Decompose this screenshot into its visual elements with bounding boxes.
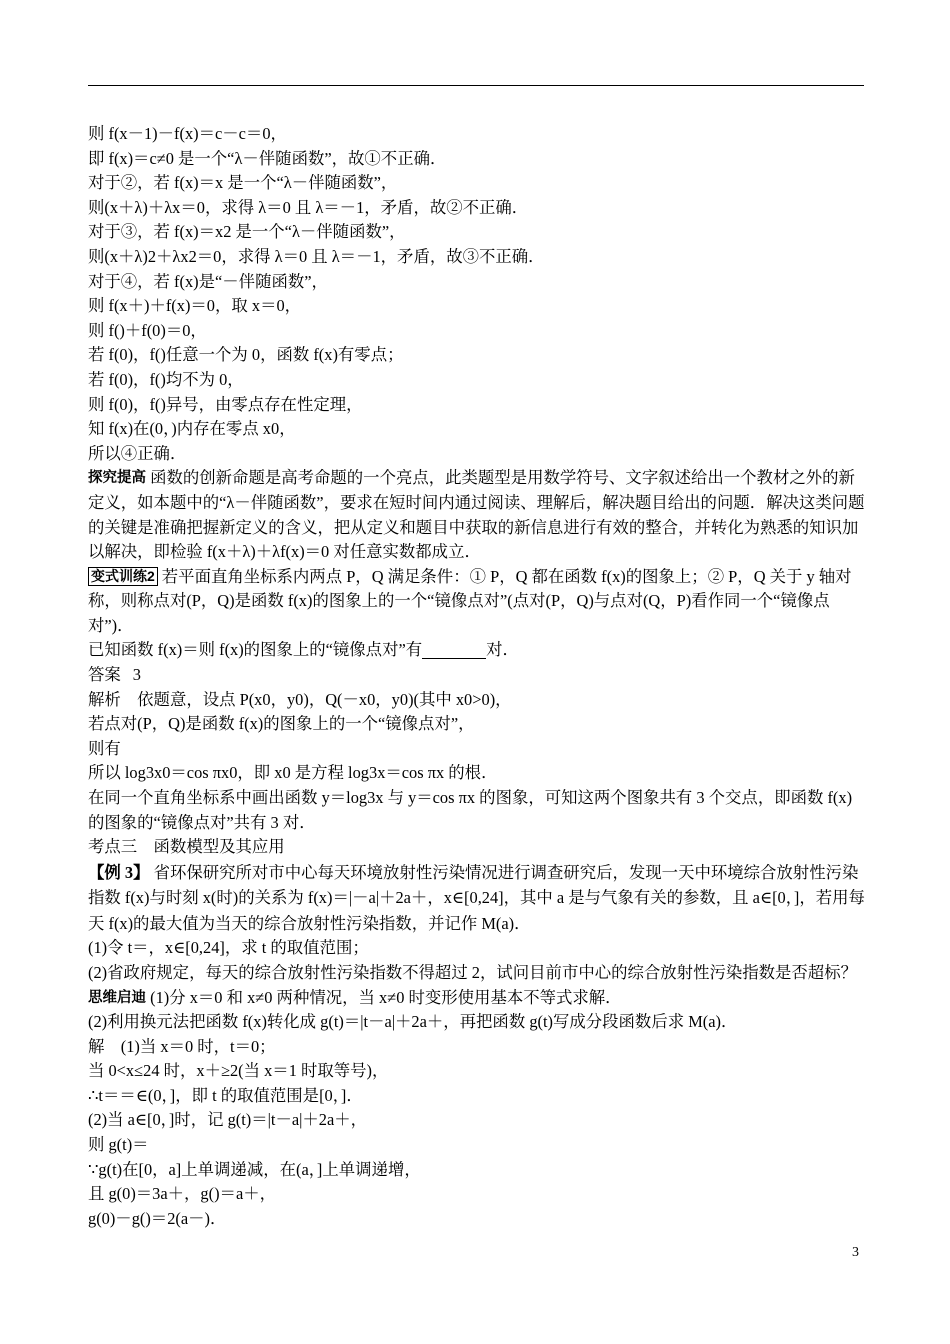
answer-value: 3 [132, 665, 141, 685]
thinking-text-1: (1)分 x＝0 和 x≠0 两种情况，当 x≠0 时变形使用基本不等式求解． [150, 987, 622, 1007]
text-line: 则(x＋λ)＋λx＝0，求得 λ＝0 且 λ＝－1，矛盾，故②不正确． [88, 197, 529, 217]
page-number: 3 [852, 1245, 859, 1260]
thinking-line-2: (2)利用换元法把函数 f(x)转化成 g(t)＝|t－a|＋2a＋，再把函数 g(t)写成分段函数后求 M(a)． [88, 1012, 738, 1032]
text-line: 则(x＋λ)2＋λx2＝0，求得 λ＝0 且 λ＝－1，矛盾，故③不正确． [88, 246, 545, 266]
text-line: 则 f()＋f(0)＝0， [88, 320, 207, 340]
example-question-2: (2)省政府规定，每天的综合放射性污染指数不得超过 2，试问目前市中心的综合放射性污染指数是否超标？ [88, 962, 857, 982]
solution-line: 则 g(t)＝ [88, 1135, 149, 1155]
header-rule [88, 85, 864, 86]
answer-blank [422, 640, 486, 659]
exercise-label: 变式训练2 [88, 567, 158, 586]
text-line: 若 f(0)，f()任意一个为 0，函数 f(x)有零点； [88, 345, 404, 365]
analysis-line: 解析 依题意，设点 P(x0，y0)，Q(－x0，y0)(其中 x0>0)， [88, 689, 512, 709]
insight-paragraph [88, 466, 866, 564]
example-text: 省环保研究所对市中心每天环境放射性污染情况进行调查研究后，发现一天中环境综合放射性污染指数 f(x)与时刻 x(时)的关系为 f(x)＝|－a|＋2a＋，x∈[0,24]，其中 a 是与气象有关的参数，且 a∈[0，]，若用每天 f(x)的最大值为当天的综合放射性污染指数，并记作 M(a)． [88, 862, 865, 933]
exercise-question-text: 已知函数 f(x)＝则 f(x)的图象上的“镜像点对”有 [88, 640, 423, 660]
example-label: 【例 3】 [88, 862, 150, 882]
solution-line: 且 g(0)＝3a＋，g()＝a＋， [88, 1184, 276, 1204]
text-line: 若 f(0)，f()均不为 0， [88, 369, 244, 389]
text-line: 则 f(x＋)＋f(x)＝0，取 x＝0， [88, 296, 302, 316]
exercise-text: 若平面直角坐标系内两点 P，Q 满足条件：① P，Q 都在函数 f(x)的图象上；② P，Q 关于 y 轴对称，则称点对(P，Q)是函数 f(x)的图象上的一个“镜像点对”(点对(P，Q)与点对(Q，P)看作同一个“镜像点对”)． [88, 566, 852, 635]
insight-label: 探究提高 [88, 470, 146, 487]
answer-line [88, 663, 866, 688]
analysis-line: 所以 log3x0＝cos πx0，即 x0 是方程 log3x＝cos πx 的根． [88, 763, 498, 783]
exercise-question-end: 对． [486, 640, 519, 660]
solution-line: 解 (1)当 x＝0 时，t＝0； [88, 1036, 276, 1056]
section-title: 考点三 函数模型及其应用 [88, 837, 285, 857]
solution-line: (2)当 a∈[0，]时，记 g(t)＝|t－a|＋2a＋， [88, 1110, 368, 1130]
text-line: 对于③，若 f(x)＝x2 是一个“λ－伴随函数”， [88, 222, 406, 242]
text-line: 即 f(x)＝c≠0 是一个“λ－伴随函数”，故①不正确． [88, 148, 447, 168]
text-line: 则 f(0)，f()异号，由零点存在性定理， [88, 394, 363, 414]
insight-text: 函数的创新命题是高考命题的一个亮点，此类题型是用数学符号、文字叙述给出一个教材之外的新定义，如本题中的“λ－伴随函数”，要求在短时间内通过阅读、理解后，解决题目给出的问题．解决这类问题的关键是准确把握新定义的含义，把从定义和题目中获取的新信息进行有效的整合，并转化为熟悉的知识加以解决，即检验 f(x＋λ)＋λf(x)＝0 对任意实数都成立． [88, 468, 865, 562]
text-line: 知 f(x)在(0，)内存在零点 x0， [88, 419, 296, 439]
analysis-conclusion: 在同一个直角坐标系中画出函数 y＝log3x 与 y＝cos πx 的图象，可知这两个图象共有 3 个交点，即函数 f(x)的图象的“镜像点对”共有 3 对． [88, 788, 853, 832]
text-line: 则 f(x－1)－f(x)＝c－c＝0， [88, 124, 287, 143]
thinking-label: 思维启迪 [88, 989, 146, 1006]
text-line: 对于④，若 f(x)是“－伴随函数”， [88, 271, 328, 291]
answer-label: 答案 [88, 665, 121, 685]
thinking-line [88, 986, 866, 1011]
example-paragraph [88, 860, 866, 937]
exercise-question [88, 638, 866, 663]
solution-line: ∴t＝＝∈(0，]，即 t 的取值范围是[0，]． [88, 1085, 363, 1105]
example-question-1: (1)令 t＝，x∈[0,24]，求 t 的取值范围； [88, 938, 369, 958]
solution-line: 当 0<x≤24 时，x＋≥2(当 x＝1 时取等号)， [88, 1061, 389, 1081]
exercise-paragraph [88, 565, 866, 639]
solution-line: ∵g(t)在[0，a]上单调递减，在(a，]上单调递增， [88, 1159, 421, 1179]
solution-line: g(0)－g()＝2(a－)． [88, 1208, 227, 1228]
text-line: 所以④正确． [88, 443, 187, 463]
page-content [88, 122, 866, 1231]
analysis-line: 若点对(P，Q)是函数 f(x)的图象上的一个“镜像点对”， [88, 714, 475, 734]
analysis-line: 则有 [88, 738, 121, 758]
text-line: 对于②，若 f(x)＝x 是一个“λ－伴随函数”， [88, 173, 398, 193]
